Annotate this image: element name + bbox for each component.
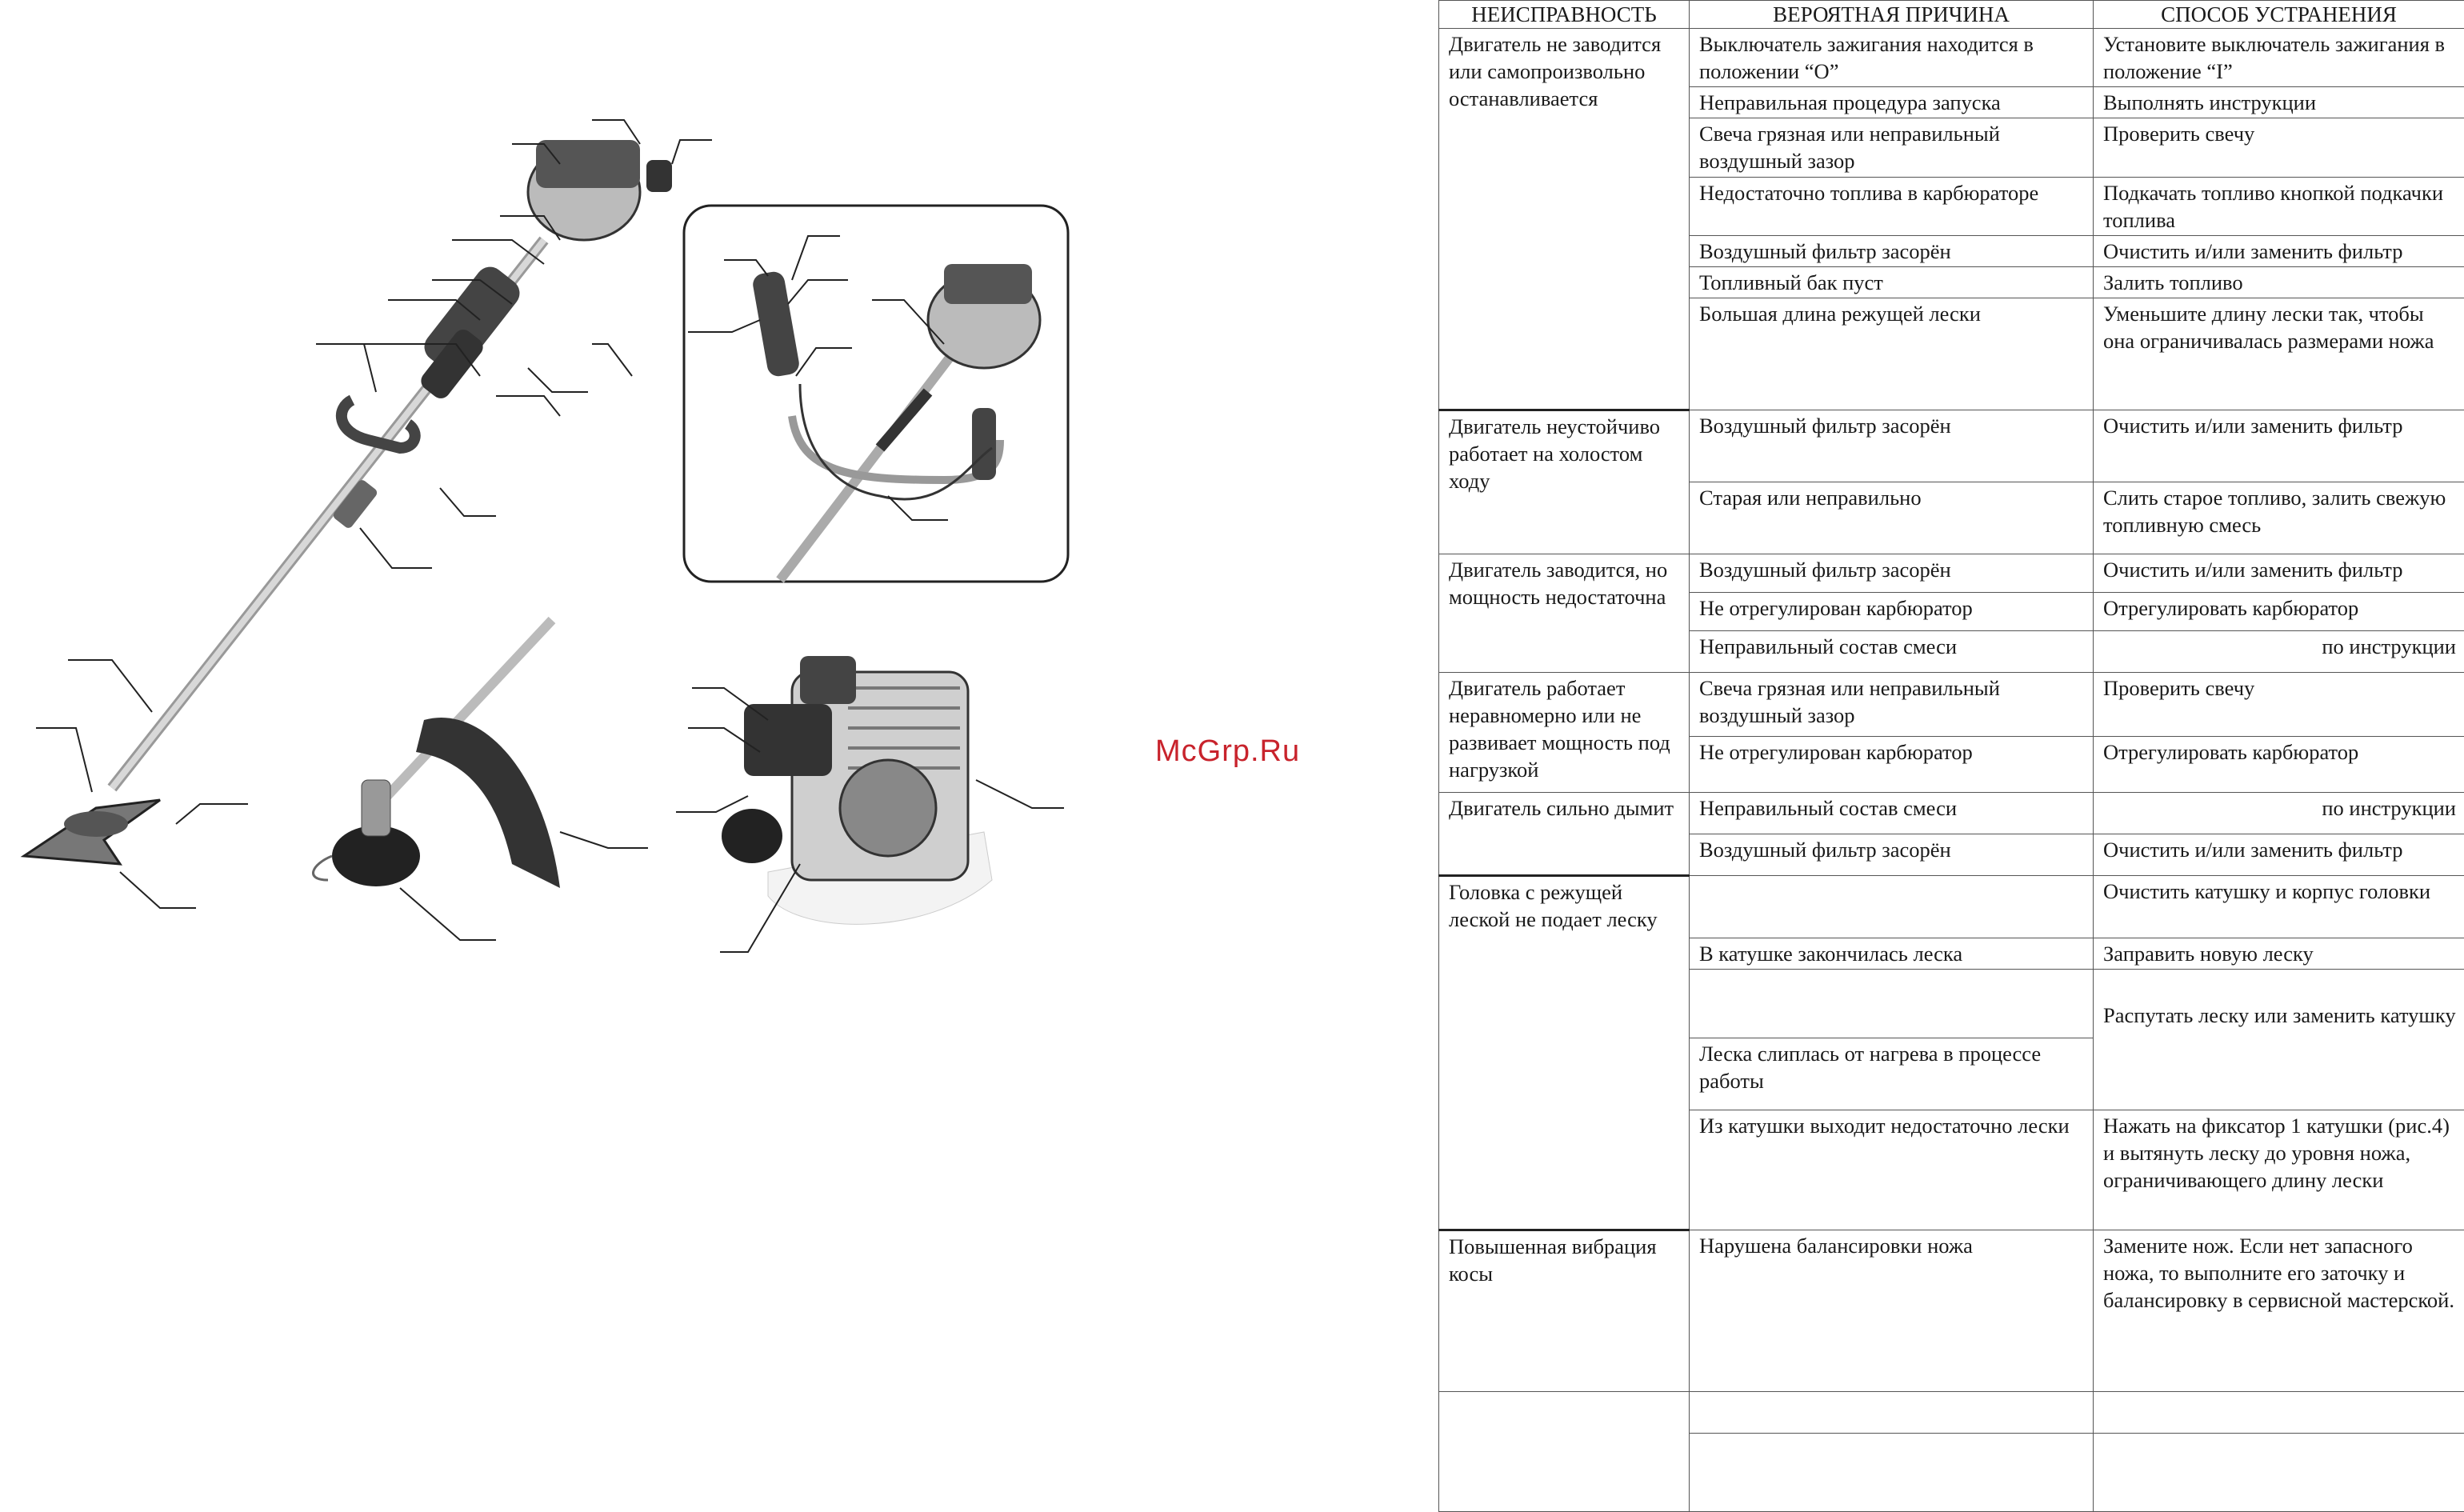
fault-cell: Двигатель заводится, но мощность недостаточна — [1439, 554, 1690, 673]
fix-cell: по инструкции — [2094, 631, 2464, 673]
table-row — [1439, 29, 2464, 87]
cause-cell: Воздушный фильтр засорён — [1690, 834, 2094, 876]
fix-cell: Проверить свечу — [2094, 118, 2464, 178]
cause-cell: Воздушный фильтр засорён — [1690, 554, 2094, 593]
cause-cell: Нарушена балансировки ножа — [1690, 1230, 2094, 1392]
fix-cell: Установите выключатель зажигания в положение “I” — [2094, 29, 2464, 87]
fix-cell: Очистить и/или заменить фильтр — [2094, 834, 2464, 876]
fix-cell: Отрегулировать карбюратор — [2094, 737, 2464, 793]
cause-cell: Леска слиплась от нагрева в процессе работы — [1690, 1038, 2094, 1110]
fix-cell: Залить топливо — [2094, 267, 2464, 298]
cause-cell: Топливный бак пуст — [1690, 267, 2094, 298]
fix-cell: Подкачать топливо кнопкой подкачки топлива — [2094, 178, 2464, 236]
fix-cell: Замените нож. Если нет запасного ножа, то выполните его заточку и балансировку в сервисной мастерской. — [2094, 1230, 2464, 1392]
fix-cell: Заправить новую леску — [2094, 938, 2464, 970]
cause-cell: Не отрегулирован карбюратор — [1690, 737, 2094, 793]
fault-cell: Головка с режущей леской не подает леску — [1439, 876, 1690, 1230]
fix-cell — [2094, 1434, 2464, 1512]
fault-cell: Двигатель не заводится или самопроизвольно останавливается — [1439, 29, 1690, 410]
cause-cell: Воздушный фильтр засорён — [1690, 236, 2094, 267]
cause-cell: Большая длина режущей лески — [1690, 298, 2094, 410]
fix-cell: Очистить и/или заменить фильтр — [2094, 236, 2464, 267]
table-row — [1439, 410, 2464, 482]
fix-cell: Очистить и/или заменить фильтр — [2094, 410, 2464, 482]
fix-cell: Уменьшите длину лески так, чтобы она ограничивалась размерами ножа — [2094, 298, 2464, 410]
cause-cell: Неправильная процедура запуска — [1690, 87, 2094, 118]
trimmer-head-figure — [313, 620, 648, 940]
cause-cell: Воздушный фильтр засорён — [1690, 410, 2094, 482]
cause-cell: Не отрегулирован карбюратор — [1690, 593, 2094, 631]
header-cause: ВЕРОЯТНАЯ ПРИЧИНА — [1690, 1, 2094, 29]
table-row — [1439, 554, 2464, 593]
cause-cell: В катушке закончилась леска — [1690, 938, 2094, 970]
cause-cell: Недостаточно топлива в карбюраторе — [1690, 178, 2094, 236]
fix-cell: Проверить свечу — [2094, 673, 2464, 737]
table-row — [1439, 673, 2464, 737]
table-row — [1439, 1392, 2464, 1434]
fix-cell: Распутать леску или заменить катушку — [2094, 970, 2464, 1110]
fix-cell: Очистить и/или заменить фильтр — [2094, 554, 2464, 593]
fix-cell: Слить старое топливо, залить свежую топливную смесь — [2094, 482, 2464, 554]
cause-cell — [1690, 970, 2094, 1038]
header-fault: НЕИСПРАВНОСТЬ — [1439, 1, 1690, 29]
watermark: McGrp.Ru — [1155, 734, 1300, 769]
table-header-row — [1439, 1, 2464, 29]
fault-cell: Двигатель сильно дымит — [1439, 793, 1690, 876]
fix-cell — [2094, 1392, 2464, 1434]
table-row — [1439, 1230, 2464, 1392]
fix-cell: Нажать на фиксатор 1 катушки (рис.4) и вытянуть леску до уровня ножа, ограничивающего длину лески — [2094, 1110, 2464, 1230]
cause-cell: Из катушки выходит недостаточно лески — [1690, 1110, 2094, 1230]
cause-cell — [1690, 1434, 2094, 1512]
fault-cell: Повышенная вибрация косы — [1439, 1230, 1690, 1392]
fault-cell: Двигатель неустойчиво работает на холостом ходу — [1439, 410, 1690, 554]
fault-cell: Двигатель работает неравномерно или не развивает мощность под нагрузкой — [1439, 673, 1690, 793]
troubleshooting-table — [1438, 0, 2464, 1512]
cause-cell: Выключатель зажигания находится в положении “О” — [1690, 29, 2094, 87]
cause-cell: Свеча грязная или неправильный воздушный зазор — [1690, 673, 2094, 737]
troubleshooting-table-container — [1438, 0, 2464, 1510]
table-row — [1439, 793, 2464, 834]
header-fix: СПОСОБ УСТРАНЕНИЯ — [2094, 1, 2464, 29]
fix-cell: по инструкции — [2094, 793, 2464, 834]
cause-cell — [1690, 1392, 2094, 1434]
table-row — [1439, 876, 2464, 938]
fault-cell — [1439, 1392, 1690, 1512]
cause-cell: Свеча грязная или неправильный воздушный зазор — [1690, 118, 2094, 178]
fix-cell: Отрегулировать карбюратор — [2094, 593, 2464, 631]
cause-cell: Неправильный состав смеси — [1690, 631, 2094, 673]
engine-figure — [676, 656, 1064, 952]
cause-cell: Старая или неправильно — [1690, 482, 2094, 554]
handle-detail-figure — [684, 206, 1068, 582]
cause-cell: Неправильный состав смеси — [1690, 793, 2094, 834]
fix-cell: Выполнять инструкции — [2094, 87, 2464, 118]
cause-cell — [1690, 876, 2094, 938]
fix-cell: Очистить катушку и корпус головки — [2094, 876, 2464, 938]
